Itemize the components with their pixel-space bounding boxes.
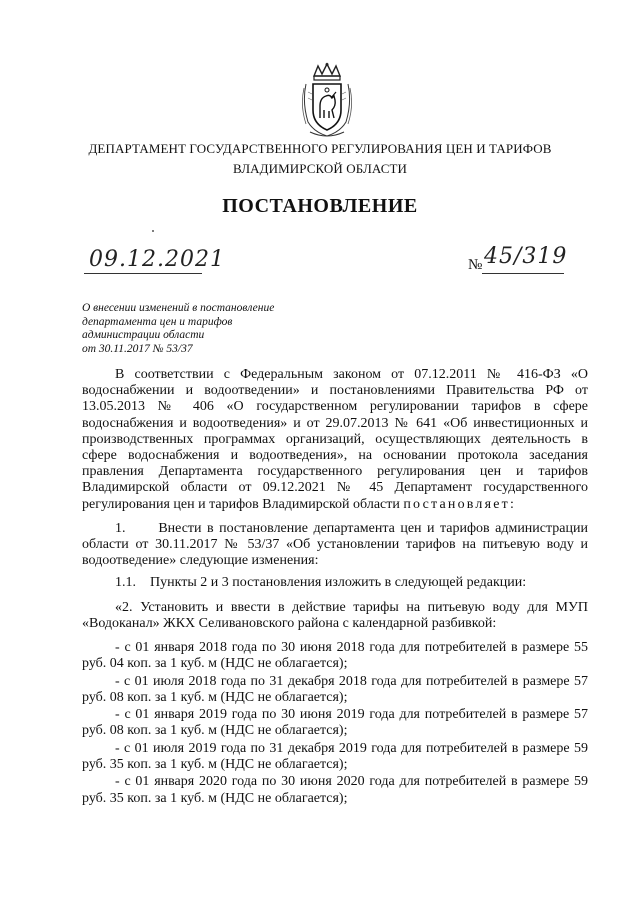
subject-line: от 30.11.2017 № 53/37	[82, 342, 193, 355]
paragraph-item-2: «2. Установить и ввести в действие тарифы на питьевую воду для МУП «Водоканал» ЖКХ Селивановского района с календарной разбивкой:	[82, 600, 588, 632]
department-name-line2: ВЛАДИМИРСКОЙ ОБЛАСТИ	[232, 161, 408, 176]
preamble-text: В соответствии с Федеральным законом от 07.12.2011 № 416-ФЗ «О водоснабжении и водоотведении» и постановлениями Правительства РФ от 13.05.2013 № 406 «О государственном регулировании тарифов в сфере водоснабжения и водоотведения» и от 29.07.2013 № 641 «Об инвестиционных и производственных программах организаций, осуществляющих деятельность в сфере водоснабжения и водоотведения», на основании протокола заседания правления Департамента государственного регулирования цен и тарифов Владимирской области от 09.12.2021 № 45 Департамент государственного регулирования цен и тарифов Владимирской области	[82, 367, 588, 512]
number-underline	[482, 273, 564, 274]
list-item: - с 01 января 2019 года по 30 июня 2019 года для потребителей в размере 57 руб. 08 коп. за 1 куб. м (НДС не облагается);	[82, 707, 588, 739]
list-item: - с 01 июля 2019 года по 31 декабря 2019 года для потребителей в размере 59 руб. 35 коп. за 1 куб. м (НДС не облагается);	[82, 740, 588, 772]
handwritten-number: 45/319	[484, 244, 568, 269]
number-sign: №	[468, 257, 483, 273]
document-title: ПОСТАНОВЛЕНИЕ	[222, 195, 418, 217]
document-subject	[82, 302, 312, 356]
subject-line: департамента цен и тарифов	[82, 315, 233, 328]
date-underline	[84, 273, 202, 274]
handwritten-date: 09.12.2021	[89, 247, 225, 272]
subject-line: О внесении изменений в постановление	[82, 302, 275, 314]
resolution-word: постановляет:	[403, 496, 517, 512]
scan-speck	[152, 230, 154, 232]
paragraph-item-1-1: 1.1. Пункты 2 и 3 постановления изложить в следующей редакции:	[115, 575, 527, 590]
paragraph-item-1: 1. Внести в постановление департамента цен и тарифов администрации области от 30.11.2017 № 53/37 «Об установлении тарифов на питьевую воду и водоотведение» следующие изменения:	[82, 521, 588, 569]
department-name-line1: ДЕПАРТАМЕНТ ГОСУДАРСТВЕННОГО РЕГУЛИРОВАНИЯ ЦЕН И ТАРИФОВ	[88, 141, 552, 156]
list-item: - с 01 июля 2018 года по 31 декабря 2018 года для потребителей в размере 57 руб. 08 коп. за 1 куб. м (НДС не облагается);	[82, 673, 588, 705]
coat-of-arms-icon	[300, 62, 354, 140]
preamble-paragraph	[82, 367, 588, 513]
subject-line: администрации области	[82, 329, 205, 341]
tariff-list	[82, 640, 588, 808]
list-item: - с 01 января 2018 года по 30 июня 2018 года для потребителей в размере 55 руб. 04 коп. за 1 куб. м (НДС не облагается);	[82, 640, 588, 672]
list-item: - с 01 января 2020 года по 30 июня 2020 года для потребителей в размере 59 руб. 35 коп. за 1 куб. м (НДС не облагается);	[82, 774, 588, 806]
